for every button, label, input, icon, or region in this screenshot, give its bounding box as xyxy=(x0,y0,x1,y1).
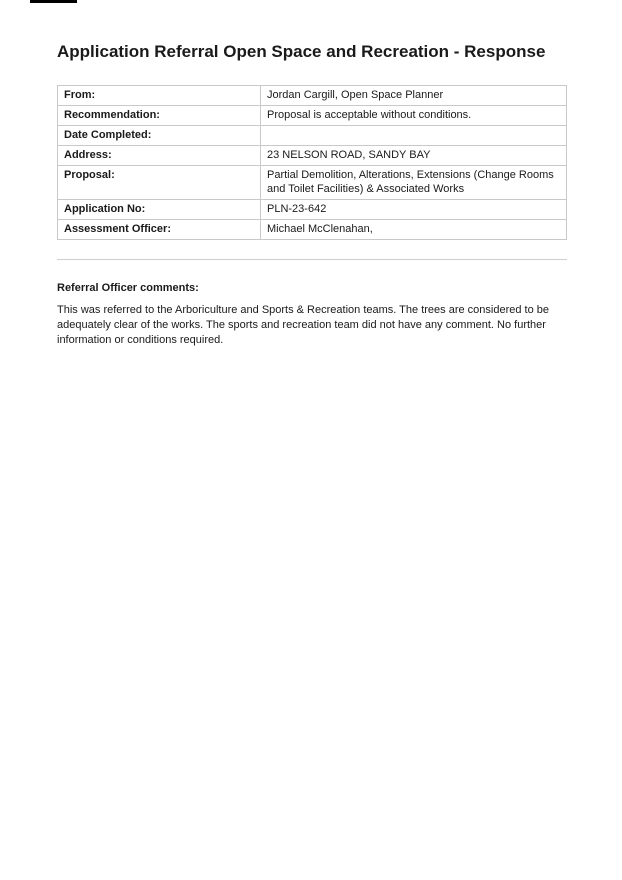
table-row-from xyxy=(58,86,567,106)
row-label: Date Completed: xyxy=(58,126,261,146)
table-row-address xyxy=(58,146,567,166)
table-row-proposal xyxy=(58,166,567,200)
comments-heading: Referral Officer comments: xyxy=(57,282,199,294)
row-label: From: xyxy=(58,86,261,106)
comments-body: This was referred to the Arboriculture and Sports & Recreation teams. The trees are considered to be adequately clear of the works. The sports and recreation team did not have any comment. No further information or conditions required. xyxy=(57,304,549,346)
table-row-application-no xyxy=(58,200,567,220)
row-label: Address: xyxy=(58,146,261,166)
row-value xyxy=(261,126,567,146)
row-value: Michael McClenahan, xyxy=(261,220,567,240)
table-row-recommendation xyxy=(58,106,567,126)
page-title: Application Referral Open Space and Recreation - Response xyxy=(57,42,546,61)
row-value: Proposal is acceptable without conditions. xyxy=(261,106,567,126)
row-value: 23 NELSON ROAD, SANDY BAY xyxy=(261,146,567,166)
table-row-date-completed xyxy=(58,126,567,146)
document-page xyxy=(0,0,622,348)
row-value: PLN-23-642 xyxy=(261,200,567,220)
row-label: Recommendation: xyxy=(58,106,261,126)
section-divider xyxy=(57,259,567,260)
row-label: Proposal: xyxy=(58,166,261,200)
table-row-assessment-officer xyxy=(58,220,567,240)
row-value: Partial Demolition, Alterations, Extensions (Change Rooms and Toilet Facilities) & Associated Works xyxy=(261,166,567,200)
row-value: Jordan Cargill, Open Space Planner xyxy=(261,86,567,106)
row-label: Application No: xyxy=(58,200,261,220)
page-edge-artifact xyxy=(30,0,77,3)
referral-details-table xyxy=(57,85,567,240)
row-label: Assessment Officer: xyxy=(58,220,261,240)
